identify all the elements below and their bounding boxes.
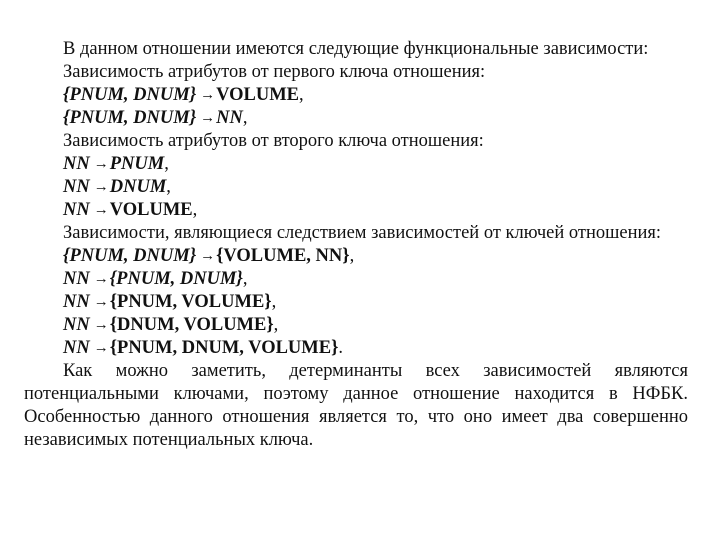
dependency-lhs: {PNUM, DNUM}	[63, 108, 197, 128]
dependency-end: .	[338, 338, 344, 358]
dependency-end: ,	[164, 154, 169, 174]
dependency-end: ,	[242, 108, 248, 128]
dependency-rhs: {DNUM, VOLUME}	[109, 315, 274, 335]
arrow-icon: →	[200, 87, 216, 103]
arrow-icon: →	[93, 271, 109, 287]
dependency-rhs: VOLUME	[109, 200, 193, 220]
dependency-line	[24, 245, 688, 268]
dependency-line	[24, 268, 688, 291]
arrow-icon: →	[93, 294, 109, 310]
dependency-end: ,	[299, 85, 304, 105]
conclusion-text: Как можно заметить, детерминанты всех зависимостей являются потенциальными ключами, поэтому данное отношение находится в НФБК. Особенностью данного отношения является то, что оно имеет два совершенно независимых потенциальных ключа.	[24, 361, 688, 450]
dependency-lhs: NN	[63, 177, 90, 197]
dependency-rhs: NN	[216, 108, 243, 128]
dependency-end: ,	[242, 269, 248, 289]
dependency-rhs: DNUM	[109, 177, 167, 197]
intro-text: В данном отношении имеются следующие функциональные зависимости:	[63, 39, 649, 59]
dependency-line	[24, 314, 688, 337]
dependency-rhs: {VOLUME, NN}	[216, 246, 350, 266]
dependency-line	[24, 199, 688, 222]
arrow-icon: →	[200, 110, 216, 126]
dependency-lhs: NN	[63, 315, 90, 335]
arrow-icon: →	[93, 156, 109, 172]
dependency-lhs: {PNUM, DNUM}	[63, 85, 197, 105]
document-body	[24, 38, 688, 452]
conclusion-paragraph	[24, 360, 688, 452]
arrow-icon: →	[93, 179, 109, 195]
heading-second-key: Зависимость атрибутов от второго ключа отношения:	[63, 131, 484, 151]
dependency-line	[24, 153, 688, 176]
dependency-rhs: VOLUME	[216, 85, 300, 105]
dependency-line	[24, 291, 688, 314]
arrow-icon: →	[93, 340, 109, 356]
dependency-rhs: {PNUM, DNUM, VOLUME}	[109, 338, 339, 358]
dependency-lhs: NN	[63, 154, 90, 174]
heading-first-key: Зависимость атрибутов от первого ключа отношения:	[63, 62, 486, 82]
dependency-line	[24, 176, 688, 199]
arrow-icon: →	[200, 248, 216, 264]
arrow-icon: →	[93, 317, 109, 333]
dependency-lhs: NN	[63, 292, 90, 312]
dependency-rhs: {PNUM, DNUM}	[109, 269, 243, 289]
dependency-line	[24, 337, 688, 360]
arrow-icon: →	[93, 202, 109, 218]
dependency-rhs: PNUM	[109, 154, 165, 174]
dependency-line	[24, 107, 688, 130]
dependency-end: ,	[349, 246, 355, 266]
dependency-lhs: NN	[63, 200, 90, 220]
dependency-rhs: {PNUM, VOLUME}	[109, 292, 272, 312]
dependency-end: ,	[273, 315, 279, 335]
dependency-end: ,	[166, 177, 171, 197]
heading-derived: Зависимости, являющиеся следствием зависимостей от ключей отношения:	[63, 223, 662, 243]
dependency-lhs: NN	[63, 269, 90, 289]
dependency-end: ,	[271, 292, 277, 312]
dependency-lhs: {PNUM, DNUM}	[63, 246, 197, 266]
dependency-lhs: NN	[63, 338, 90, 358]
dependency-end: ,	[192, 200, 198, 220]
dependency-line	[24, 84, 688, 107]
